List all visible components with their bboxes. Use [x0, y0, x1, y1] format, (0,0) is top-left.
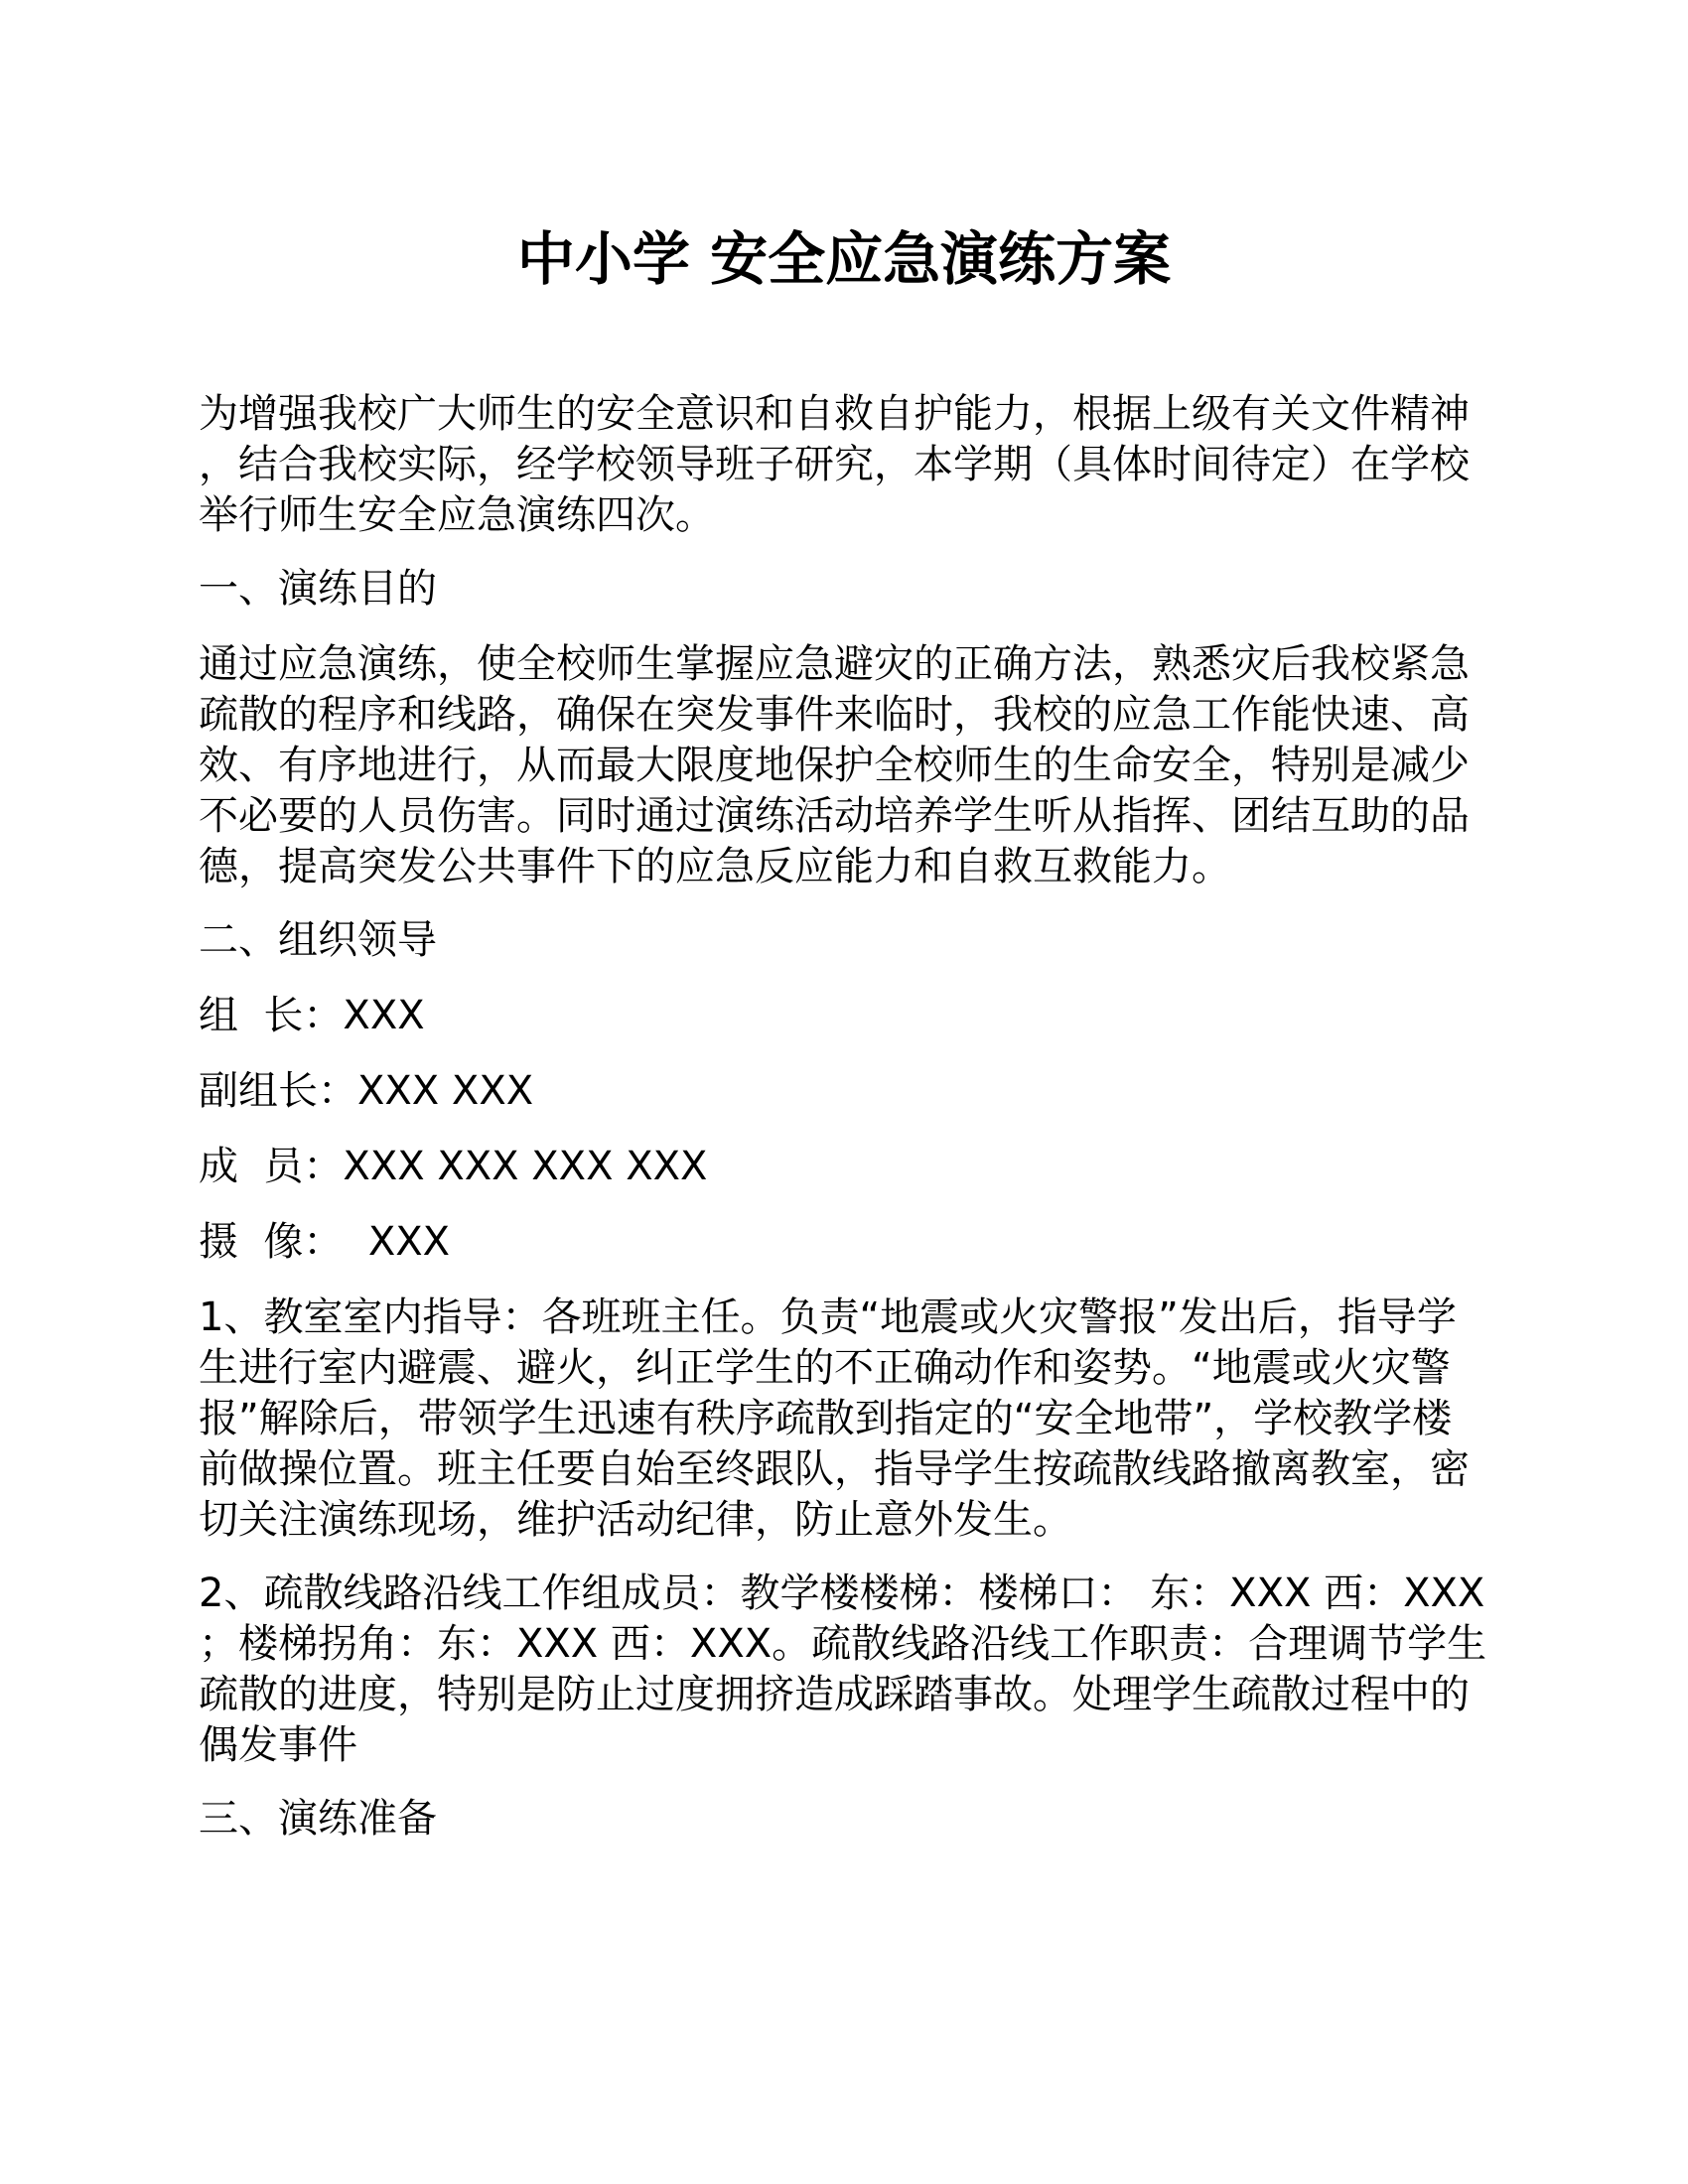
intro-paragraph: 为增强我校广大师生的安全意识和自救自护能力，根据上级有关文件精神，结合我校实际，经学校领导班子研究，本学期（具体时间待定）在学校举行师生安全应急演练四次。: [199, 391, 1470, 538]
section-heading-purpose: 一、演练目的: [199, 566, 437, 612]
purpose-paragraph: 通过应急演练，使全校师生掌握应急避灾的正确方法，熟悉灾后我校紧急疏散的程序和线路，确保在突发事件来临时，我校的应急工作能快速、高效、有序地进行，从而最大限度地保护全校师生的生命安全，特别是减少不必要的人员伤害。同时通过演练活动培养学生听从指挥、团结互助的品德，提高突发公共事件下的应急反应能力和自救互救能力。: [199, 641, 1470, 889]
document-title: 中小学 安全应急演练方案: [516, 225, 1172, 293]
leader-line: 组 长：XXX: [199, 993, 425, 1038]
camera-line: 摄 像： XXX: [199, 1219, 451, 1265]
section-heading-preparation: 三、演练准备: [199, 1796, 437, 1842]
members-line: 成 员：XXX XXX XXX XXX: [199, 1144, 708, 1189]
document-body: [199, 389, 1489, 1869]
classroom-guidance-paragraph: 1、教室室内指导：各班班主任。负责“地震或火灾警报”发出后，指导学生进行室内避震、避火，纠正学生的不正确动作和姿势。“地震或火灾警报”解除后，带领学生迅速有秩序疏散到指定的“安全地带”，学校教学楼前做操位置。班主任要自始至终跟队，指导学生按疏散线路撤离教室，密切关注演练现场，维护活动纪律，防止意外发生。: [199, 1295, 1470, 1543]
evacuation-route-paragraph: 2、疏散线路沿线工作组成员：教学楼楼梯：楼梯口： 东：XXX 西：XXX；楼梯拐角：东：XXX 西：XXX。疏散线路沿线工作职责：合理调节学生疏散的进度，特别是防止过度拥挤造成踩踏事故。处理学生疏散过程中的偶发事件: [199, 1570, 1487, 1768]
section-heading-organization: 二、组织领导: [199, 917, 437, 963]
deputy-leader-line: 副组长：XXX XXX: [199, 1068, 534, 1114]
